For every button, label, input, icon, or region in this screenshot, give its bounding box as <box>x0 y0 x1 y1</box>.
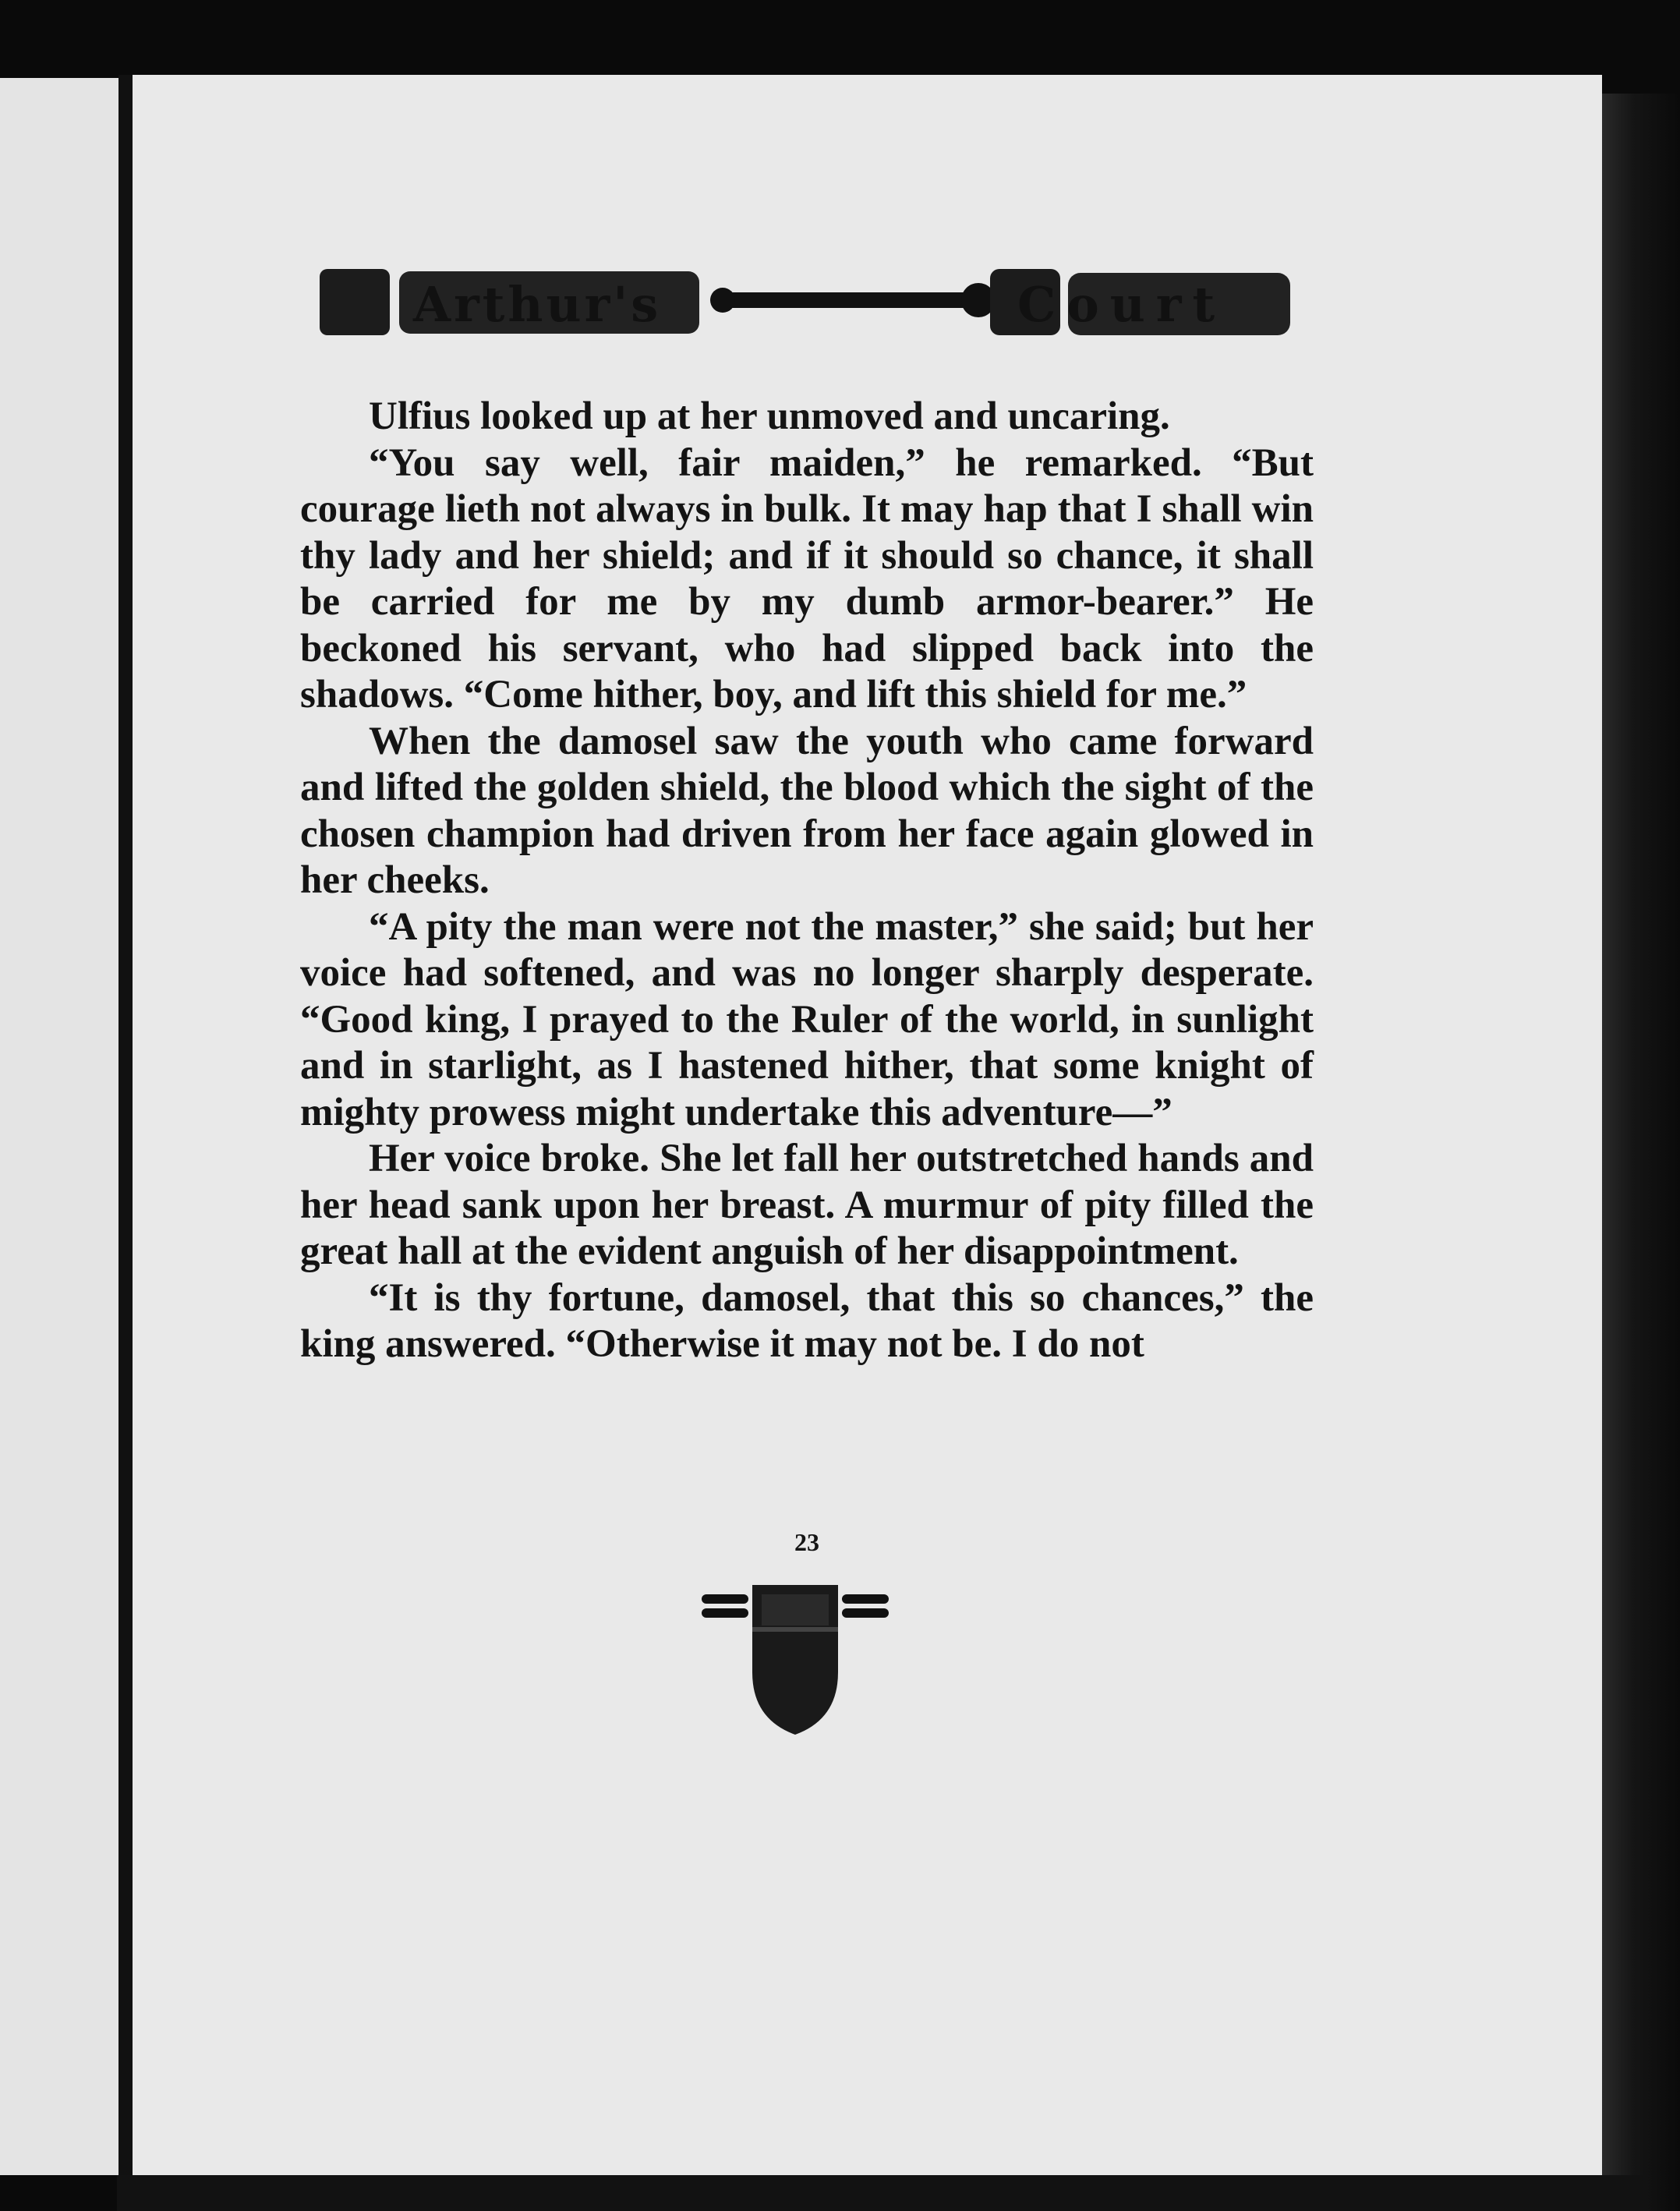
left-page-edge <box>0 78 126 2175</box>
running-header-banner <box>187 195 1333 343</box>
bottom-page-edge <box>117 2175 1645 2211</box>
paragraph-3: When the damosel saw the youth who came forward and lifted the golden shield, the blood which the sight of the chosen champion had driven from her face again glowed in her cheeks. <box>300 719 1314 902</box>
right-page-edges <box>1602 94 1680 2211</box>
paragraph-1: Ulfius looked up at her unmoved and uncaring. <box>369 394 1170 438</box>
header-banner-graphic <box>187 195 1333 343</box>
shield-ornament-icon <box>698 1579 893 1742</box>
page-number: 23 <box>794 1528 819 1556</box>
shield-ornament <box>698 1579 893 1742</box>
header-initial-block-left <box>320 269 390 335</box>
header-title-right: Court <box>1017 276 1226 333</box>
paragraph-4: “A pity the man were not the master,” she said; but her voice had softened, and was no longer sharply desperate. “Good king, I prayed to the Ruler of the world, in sunlight and in starlight, as I hastened hither, that some knight of mighty prowess might undertake this adventure—” <box>300 904 1314 1134</box>
book-binding <box>118 75 133 2180</box>
paragraph-5: Her voice broke. She let fall her outstretched hands and her head sank upon her breast. A murmur of pity filled the great hall at the evident anguish of her disappointment. <box>300 1137 1314 1273</box>
paragraph-6: “It is thy fortune, damosel, that this so chances,” the king answered. “Otherwise it may not be. I do not <box>300 1275 1314 1366</box>
header-connector-bar <box>717 292 974 308</box>
paragraph-2: “You say well, fair maiden,” he remarked. “But courage lieth not always in bulk. It may hap that I shall win thy lady and her shield; and if it should so chance, it shall be carried for me by my dumb armor-bearer.” He beckoned his servant, who had slipped back into the shadows. “Come hither, boy, and lift this shield for me.” <box>300 440 1314 716</box>
body-text <box>300 394 1314 1368</box>
header-title-left: Arthur's <box>413 276 662 333</box>
header-connector-knob-left <box>710 288 735 313</box>
